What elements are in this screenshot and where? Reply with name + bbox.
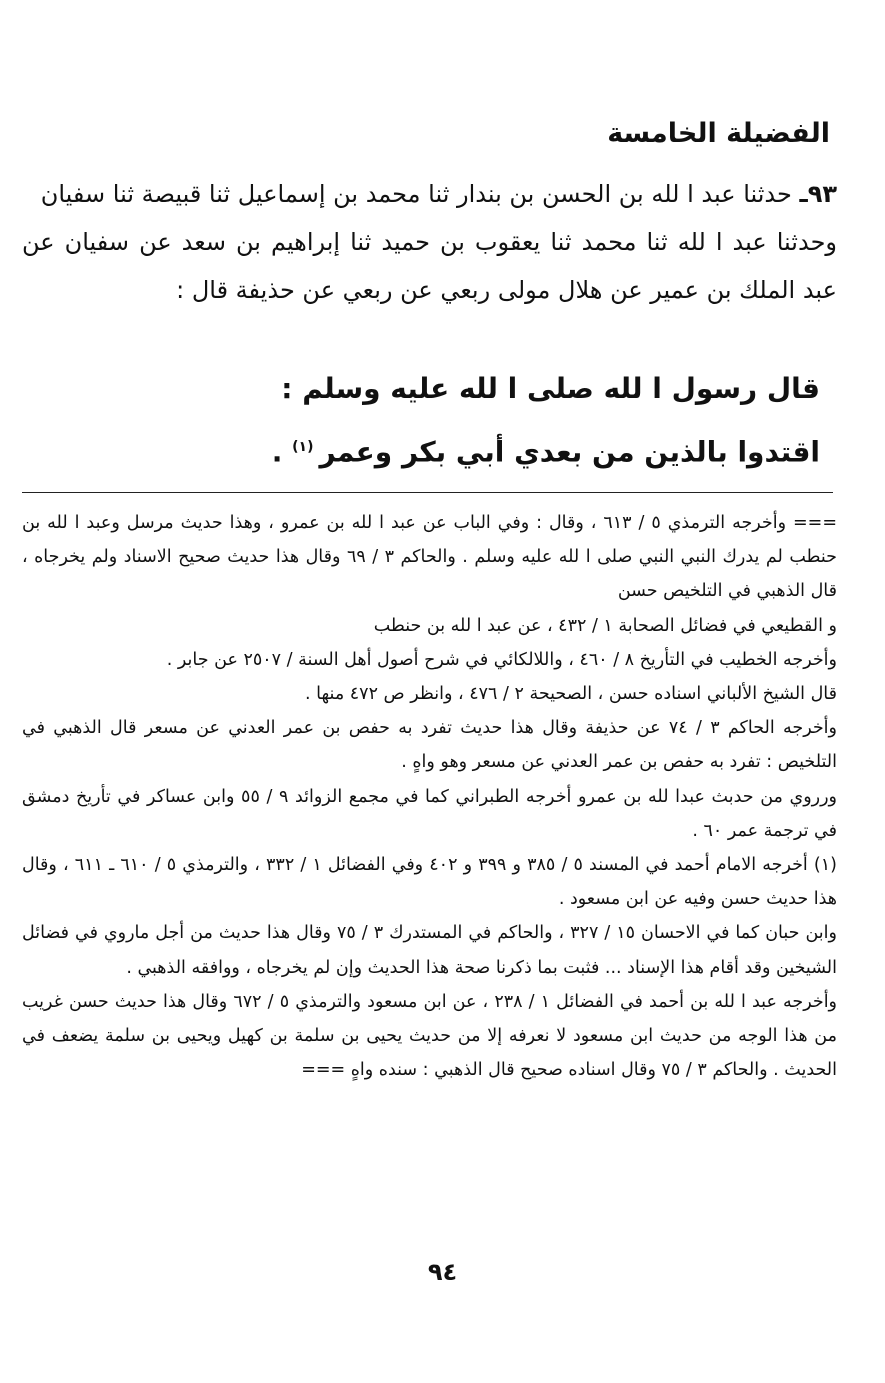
footnote-paragraph: وأخرجه عبد ا لله بن أحمد في الفضائل ١ / ٢٣٨ ، عن ابن مسعود والترمذي ٥ / ٦٧٢ وقال هذا حديث حسن غريب من هذا الوجه من حديث ابن مسعود لا نعرفه إلا من حديث يحيى بن سلمة بن كهيل ويحيى بن سلمة يضعف في الحديث . والحاكم ٣ / ٧٥ وقال اسناده صحيح قال الذهبي : سنده واهٍ === [22, 991, 838, 1081]
footnote-paragraph: و القطيعي في فضائل الصحابة ١ / ٤٣٢ ، عن عبد ا لله بن حنطب [373, 615, 837, 636]
footnote-paragraph: ورروي من حدبث عبدا لله بن عمرو أخرجه الطبراني كما في مجمع الزوائد ٩ / ٥٥ وابن عساكر في تأريخ دمشق في ترجمة عمر ٦٠ . [22, 786, 837, 841]
hadith-text [272, 360, 820, 481]
page-number: ٩٤ [427, 1258, 458, 1286]
hadith-chain [22, 170, 837, 314]
chain-paragraph-1 [22, 170, 837, 218]
chain-text-1: حدثنا عبد ا لله بن الحسن بن بندار ثنا محمد بن إسماعيل ثنا قبيصة ثنا سفيان [40, 180, 792, 208]
footnote-marker: (١) [292, 439, 314, 455]
hadith-end: . [271, 435, 283, 469]
section-heading: الفضيلة الخامسة [607, 118, 830, 149]
footnote-paragraph: === وأخرجه الترمذي ٥ / ٦١٣ ، وقال : وفي الباب عن عبد ا لله بن عمرو ، وهذا حديث مرسل وعبد ا لله بن حنطب لم يدرك النبي النبي صلى ا لله عليه وسلم . والحاكم ٣ / ٦٩ وقال هذا حديث صحيح الاسناد ولم يخرجاه ، قال الذهبي في التلخيص حسن [22, 513, 837, 602]
hadith-number: ٩٣ـ [799, 180, 837, 208]
footnote-divider [22, 492, 833, 493]
chain-paragraph-2: وحدثنا عبد ا لله ثنا محمد ثنا يعقوب بن حميد ثنا إبراهيم بن سعد عن سفيان عن عبد الملك بن عمير عن هلال مولى ربعي عن ربعي عن حذيفة قال : [22, 228, 837, 304]
footnote-paragraph: وأخرجه الحاكم ٣ / ٧٤ عن حذيفة وقال هذا حديث تفرد به حفص بن عمر العدني عن مسعر قال الذهبي في التلخيص : تفرد به حفص بن عمر العدني عن مسعر وهو واهٍ . [22, 718, 837, 773]
footnote-paragraph: قال الشيخ الألباني اسناده حسن ، الصحيحة ٢ / ٤٧٦ ، وانظر ص ٤٧٢ منها . [305, 684, 837, 705]
footnotes [22, 506, 837, 1087]
footnote-paragraph: وابن حبان كما في الاحسان ١٥ / ٣٢٧ ، والحاكم في المستدرك ٣ / ٧٥ وقال هذا حديث من أجل ماروي في فضائل الشيخين وقد أقام هذا الإسناد ... فثبت بما ذكرنا صحة هذا الحديث وإن لم يخرجاه ، ووافقه الذهبي . [22, 923, 837, 978]
footnote-paragraph: (١) أخرجه الامام أحمد في المسند ٥ / ٣٨٥ و ٣٩٩ و ٤٠٢ وفي الفضائل ١ / ٣٣٢ ، والترمذي ٥ / ٦١٠ ـ ٦١١ ، وقال هذا حديث حسن وفيه عن ابن مسعود . [22, 855, 837, 910]
footnote-paragraph: وأخرجه الخطيب في التأريخ ٨ / ٤٦٠ ، واللالكائي في شرح أصول أهل السنة / ٢٥٠٧ عن جابر . [166, 649, 837, 670]
hadith-line-1: قال رسول ا لله صلى ا لله عليه وسلم : [281, 372, 820, 405]
hadith-matn: اقتدوا بالذين من بعدي أبي بكر وعمر [319, 435, 820, 469]
hadith-line-2 [272, 418, 820, 481]
